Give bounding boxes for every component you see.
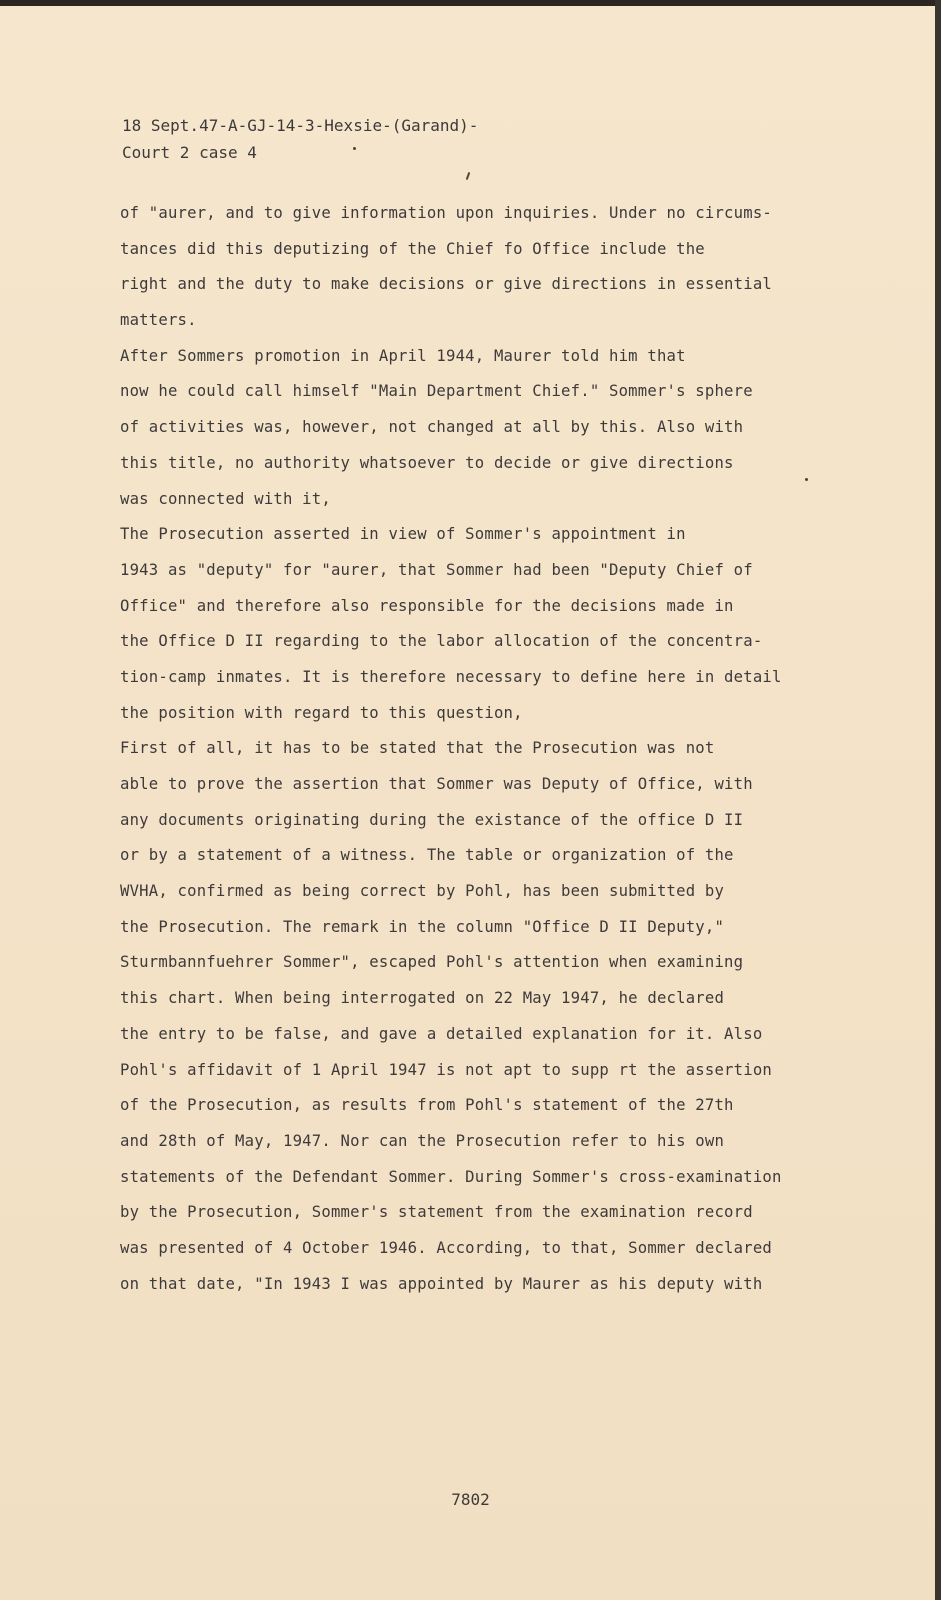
text-line: of activities was, however, not changed at all by this. Also with [120, 418, 744, 437]
text-line: Office" and therefore also responsible for the decisions made in [120, 596, 734, 615]
text-line: the Prosecution. The remark in the column "Office D II Deputy," [120, 917, 725, 936]
paragraph [120, 339, 820, 517]
text-line: this chart. When being interrogated on 22 May 1947, he declared [120, 989, 725, 1008]
page-number: 7802 [451, 1490, 490, 1509]
text-line: Sturmbannfuehrer Sommer", escaped Pohl's attention when examining [120, 953, 744, 972]
text-line: After Sommers promotion in April 1944, Maurer told him that [120, 346, 686, 365]
scan-speck [466, 172, 471, 180]
text-line: right and the duty to make decisions or give directions in essential [120, 275, 772, 294]
paragraph [120, 517, 820, 731]
document-header [122, 112, 478, 166]
document-body [120, 196, 820, 1302]
scan-edge-right [935, 0, 941, 1600]
text-line: The Prosecution asserted in view of Sommer's appointment in [120, 525, 686, 544]
text-line: by the Prosecution, Sommer's statement from the examination record [120, 1203, 753, 1222]
text-line: now he could call himself "Main Department Chief." Sommer's sphere [120, 382, 753, 401]
text-line: was presented of 4 October 1946. According, to that, Sommer declared [120, 1238, 772, 1257]
text-line: any documents originating during the existance of the office D II [120, 810, 744, 829]
text-line: tion-camp inmates. It is therefore necessary to define here in detail [120, 667, 782, 686]
text-line: Pohl's affidavit of 1 April 1947 is not apt to supp rt the assertion [120, 1060, 772, 1079]
text-line: this title, no authority whatsoever to decide or give directions [120, 453, 734, 472]
text-line: WVHA, confirmed as being correct by Pohl, has been submitted by [120, 882, 725, 901]
text-line: matters. [120, 311, 197, 330]
text-line: on that date, "In 1943 I was appointed by Maurer as his deputy with [120, 1274, 763, 1293]
text-line: or by a statement of a witness. The table or organization of the [120, 846, 734, 865]
text-line: First of all, it has to be stated that the Prosecution was not [120, 739, 715, 758]
scan-speck [353, 147, 356, 150]
text-line: able to prove the assertion that Sommer was Deputy of Office, with [120, 775, 753, 793]
text-line: the entry to be false, and gave a detailed explanation for it. Also [120, 1024, 763, 1043]
scan-edge-top [0, 0, 941, 6]
text-line: the position with regard to this question, [120, 703, 523, 722]
text-line: was connected with it, [120, 489, 331, 508]
text-line: 1943 as "deputy" for "aurer, that Sommer had been "Deputy Chief of [120, 560, 753, 579]
scan-speck [805, 478, 808, 481]
header-line-1: 18 Sept.47-A-GJ-14-3-Hexsie-(Garand)- [122, 116, 479, 135]
paragraph [120, 731, 820, 1302]
text-line: of the Prosecution, as results from Pohl's statement of the 27th [120, 1096, 734, 1115]
text-line: the Office D II regarding to the labor allocation of the concentra- [120, 632, 763, 651]
header-line-2: Court 2 case 4 [122, 143, 257, 162]
text-line: of "aurer, and to give information upon inquiries. Under no circums- [120, 204, 772, 222]
text-line: and 28th of May, 1947. Nor can the Prosecution refer to his own [120, 1131, 725, 1150]
paragraph [120, 196, 820, 339]
text-line: statements of the Defendant Sommer. During Sommer's cross-examination [120, 1167, 782, 1186]
text-line: tances did this deputizing of the Chief fo Office include the [120, 239, 705, 258]
